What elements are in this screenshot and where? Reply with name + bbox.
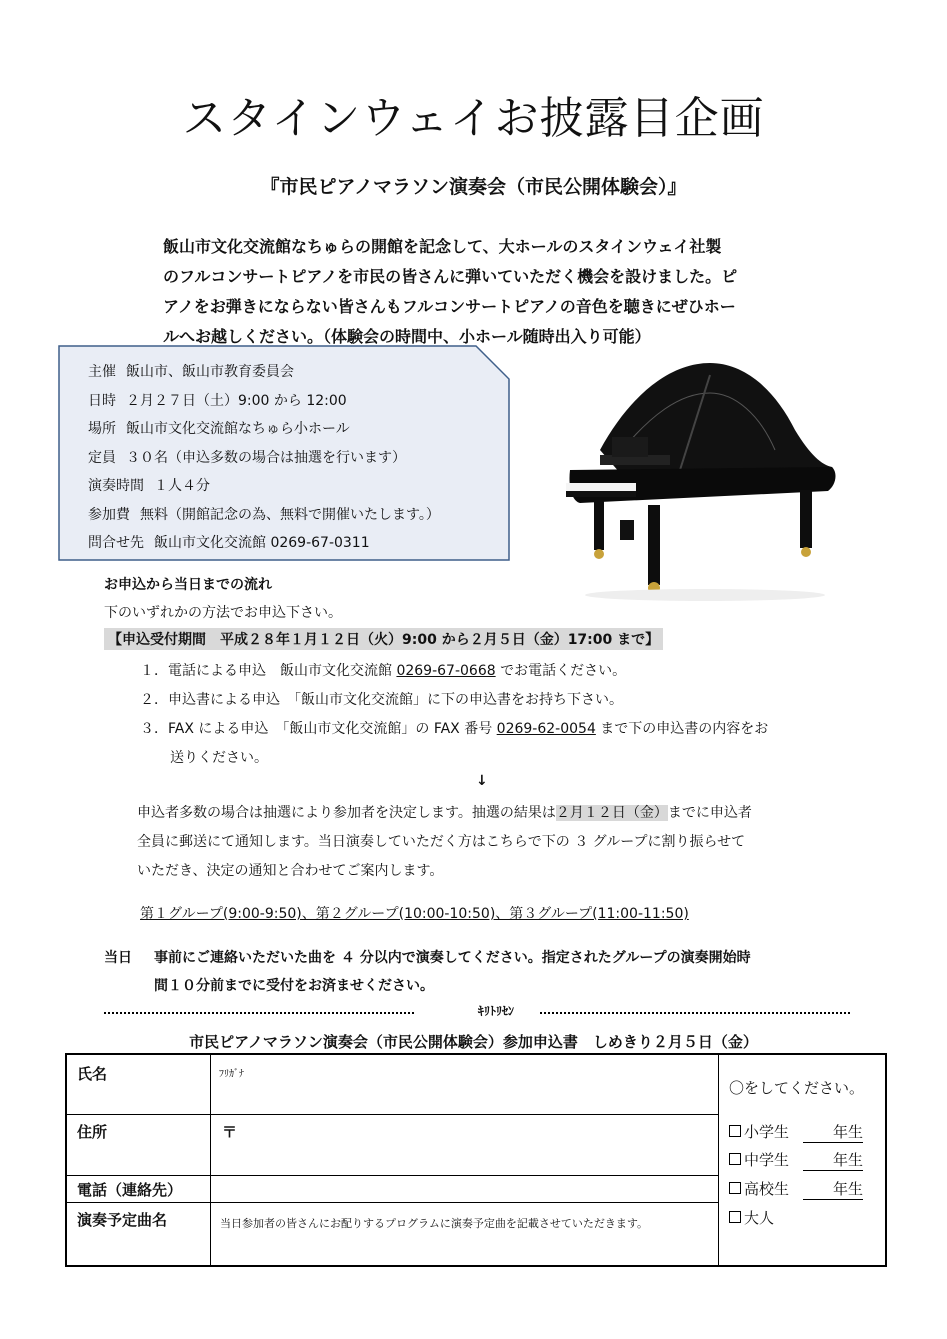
info-value: 無料（開館記念の為、無料で開催いたします。） (140, 506, 440, 523)
method-text: まで下の申込書の内容をお (595, 721, 769, 737)
event-subtitle: 『市民ピアノマラソン演奏会（市民公開体験会）』 (260, 176, 687, 198)
method-form: ２．申込書による申込 「飯山市文化交流館」に下の申込書をお持ち下さい。 (140, 692, 623, 708)
option-label: 小学生 (744, 1123, 790, 1141)
intro-line: 飯山市文化交流館なちゅらの開館を記念して、大ホールのスタインウェイ社製 (163, 237, 722, 256)
option-elementary[interactable] (729, 1121, 863, 1143)
intro-line: アノをお弾きにならない皆さんもフルコンサートピアノの音色を聴きにぜひホー (163, 297, 736, 316)
result-date: ２月１２日（金） (555, 805, 668, 821)
row-divider (67, 1202, 718, 1203)
flow-lead: 下のいずれかの方法でお申込下さい。 (104, 605, 342, 621)
fax-number: 0269-62-0054 (496, 721, 596, 737)
circle-instruction: 〇をしてください。 (729, 1079, 865, 1097)
postal-mark: 〒 (222, 1123, 238, 1141)
form-title: 市民ピアノマラソン演奏会（市民公開体験会）参加申込書 しめきり２月５日（金） (189, 1033, 758, 1051)
name-field[interactable] (219, 1079, 714, 1111)
name-label: 氏名 (77, 1065, 108, 1083)
cut-line-right (540, 1012, 850, 1014)
day-line: 間１０分前までに受付をお済ませください。 (154, 978, 434, 994)
method-text: ３．FAX による申込 「飯山市文化交流館」の FAX 番号 (140, 721, 497, 737)
method-fax (140, 718, 768, 738)
piece-note: 当日参加者の皆さんにお配りするプログラムに演奏予定曲を記載させていただきます。 (220, 1217, 649, 1230)
info-label: 問合せ先 (88, 535, 144, 551)
piece-field[interactable] (219, 1231, 714, 1261)
info-list (88, 358, 440, 558)
info-label: 演奏時間 (88, 478, 144, 494)
row-divider (67, 1175, 718, 1176)
grade-blank[interactable]: 年生 (803, 1121, 863, 1143)
info-label: 主催 (88, 364, 116, 380)
info-value: １人４分 (154, 478, 210, 494)
day-of-instructions (104, 944, 751, 1000)
grand-piano-image (560, 355, 850, 605)
intro-line: ルへお越しください。（体験会の時間中、小ホール随時出入り可能） (163, 327, 651, 346)
checkbox-icon[interactable] (729, 1211, 741, 1223)
cut-line-label: ｷﾘﾄﾘｾﾝ (478, 1004, 515, 1018)
piece-label: 演奏予定曲名 (77, 1211, 168, 1229)
down-arrow-icon: ↓ (476, 773, 488, 789)
address-label: 住所 (77, 1123, 108, 1141)
flow-heading: お申込から当日までの流れ (104, 577, 272, 593)
event-info-box (58, 345, 510, 561)
info-row-capacity (88, 444, 440, 473)
method-text: １．電話による申込 飯山市文化交流館 (140, 663, 397, 679)
info-value: ２月２７日（土）9:00 から 12:00 (126, 392, 347, 409)
info-label: 参加費 (88, 506, 130, 523)
grade-blank[interactable]: 年生 (803, 1149, 863, 1171)
phone-number: 0269-67-0668 (396, 663, 496, 679)
info-value: ３０名（申込多数の場合は抽選を行います） (126, 449, 406, 466)
info-row-duration (88, 472, 440, 501)
info-label: 定員 (88, 449, 116, 466)
info-label: 日時 (88, 392, 116, 409)
info-row-date (88, 387, 440, 416)
method-phone (140, 660, 626, 680)
info-value: 飯山市文化交流館なちゅら小ホール (126, 421, 350, 437)
group-schedule: 第１グループ(9:00-9:50)、第２グループ(10:00-10:50)、第３グループ(11:00-11:50) (140, 906, 689, 922)
method-text: でお電話ください。 (495, 663, 627, 679)
application-form (65, 1053, 887, 1267)
info-row-contact (88, 529, 440, 558)
day-text: 事前にご連絡いただいた曲を ４ 分以内で演奏してください。指定されたグループの演奏開始時 (154, 950, 751, 966)
lottery-text: 申込者多数の場合は抽選により参加者を決定します。抽選の結果は (137, 805, 556, 821)
lottery-line: いただき、決定の通知と合わせてご案内します。 (137, 863, 444, 879)
row-divider (67, 1114, 718, 1115)
address-field[interactable] (242, 1119, 712, 1171)
info-row-fee (88, 501, 440, 530)
page-title: スタインウェイお披露目企画 (182, 93, 765, 144)
intro-paragraph (163, 232, 803, 352)
info-value: 飯山市、飯山市教育委員会 (126, 364, 294, 380)
grade-blank[interactable]: 年生 (803, 1178, 863, 1200)
option-label: 高校生 (744, 1180, 790, 1198)
checkbox-icon[interactable] (729, 1125, 741, 1137)
intro-line: のフルコンサートピアノを市民の皆さんに弾いていただく機会を設けました。ピ (163, 267, 738, 286)
phone-field[interactable] (219, 1178, 714, 1200)
column-divider (718, 1055, 719, 1265)
lottery-line (137, 799, 752, 828)
column-divider (210, 1055, 211, 1265)
info-value: 飯山市文化交流館 0269-67-0311 (154, 535, 370, 551)
option-adult[interactable] (729, 1207, 774, 1228)
phone-label: 電話（連絡先） (77, 1181, 183, 1199)
furigana-label: ﾌﾘｶﾞﾅ (219, 1069, 244, 1080)
option-label: 中学生 (744, 1151, 790, 1169)
option-label: 大人 (744, 1209, 775, 1227)
option-junior-high[interactable] (729, 1149, 863, 1171)
info-row-venue (88, 415, 440, 444)
checkbox-icon[interactable] (729, 1153, 741, 1165)
lottery-paragraph (137, 799, 752, 886)
application-period: 【申込受付期間 平成２８年１月１２日（火）9:00 から２月５日（金）17:00 まで】 (104, 628, 663, 650)
info-label: 場所 (88, 421, 116, 437)
day-label: 当日 (104, 950, 132, 966)
lottery-line: 全員に郵送にて通知します。当日演奏していただく方はこちらで下の ３ グループに割り振らせて (137, 834, 746, 850)
option-high-school[interactable] (729, 1178, 863, 1200)
method-fax-cont: 送りください。 (170, 750, 268, 766)
lottery-text: までに申込者 (667, 805, 752, 821)
checkbox-icon[interactable] (729, 1182, 741, 1194)
day-line (104, 944, 751, 972)
cut-line-left (104, 1012, 414, 1014)
info-row-organizer (88, 358, 440, 387)
